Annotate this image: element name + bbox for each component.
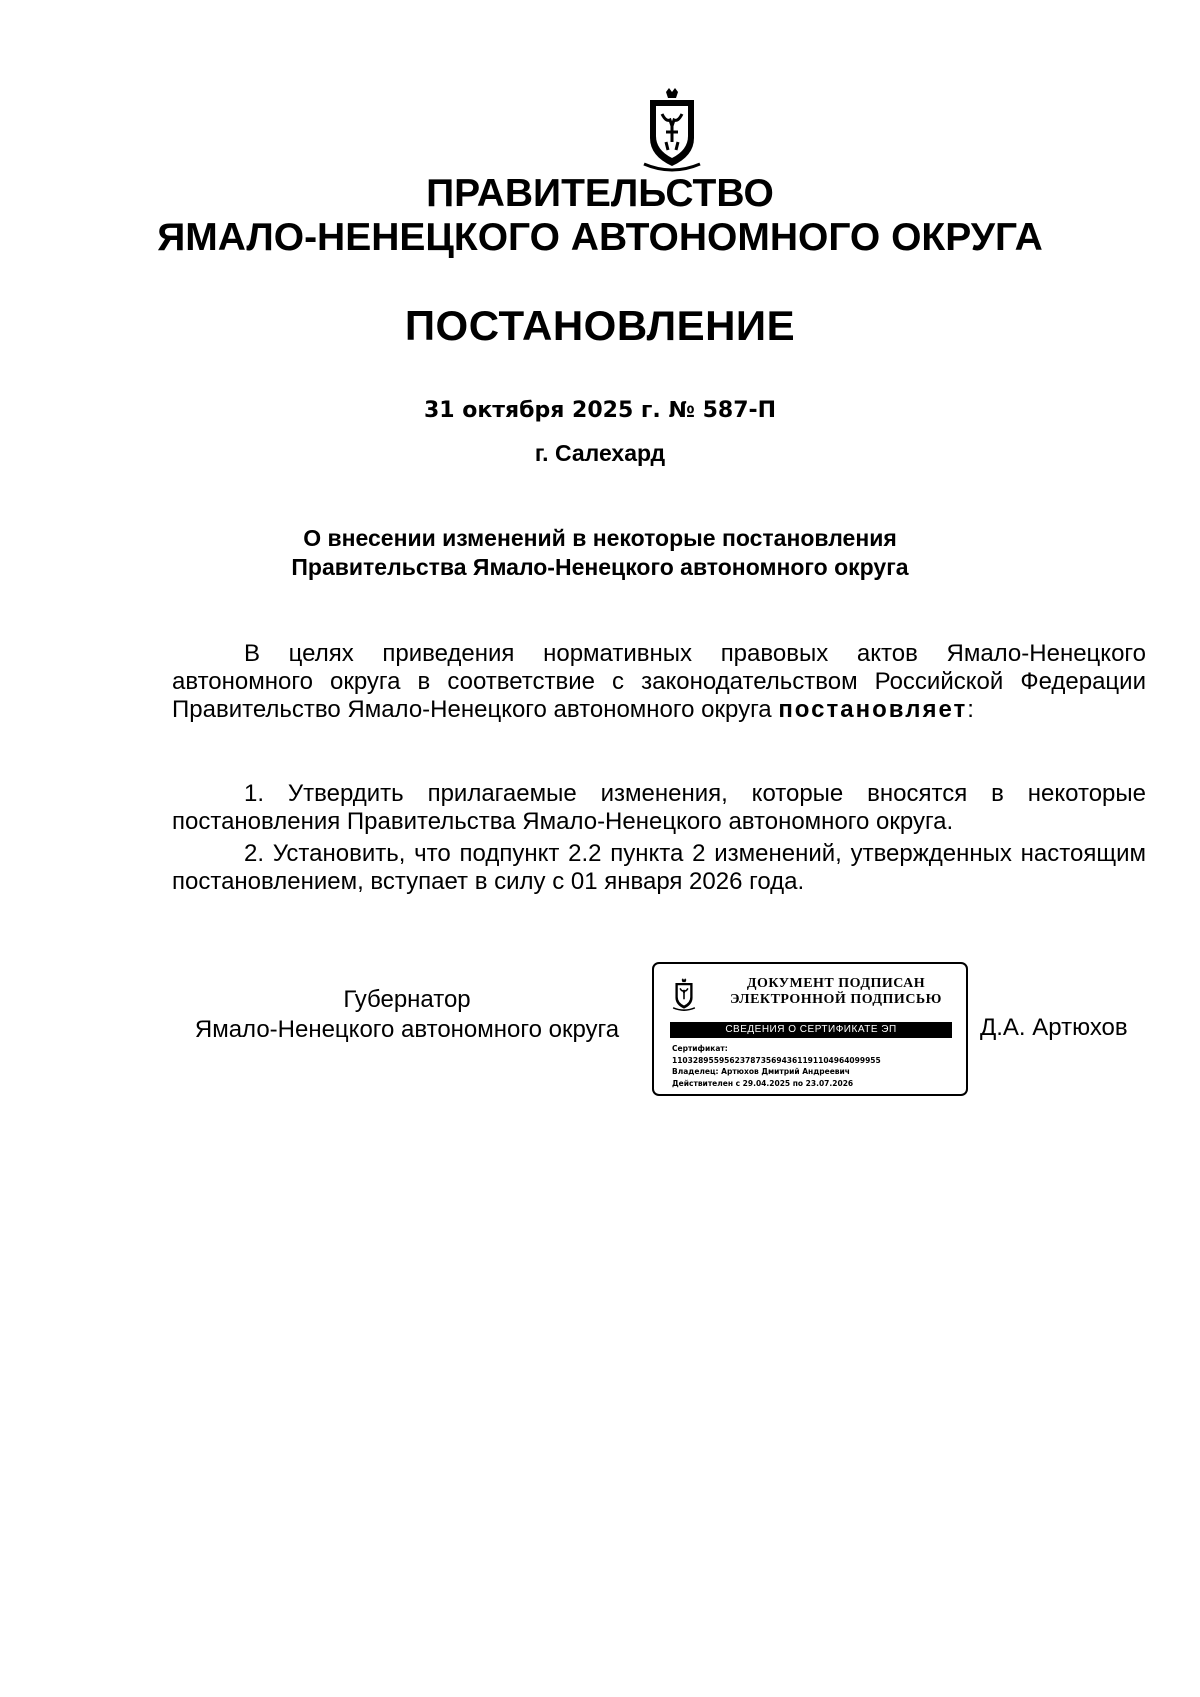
item-1: 1. Утвердить прилагаемые изменения, которые вносятся в некоторые постановления Правительства Ямало-Ненецкого автономного округа. [172,780,1146,835]
stamp-cert-label: Сертификат: [672,1044,728,1053]
stamp-details [672,1043,881,1089]
item-2: 2. Установить, что подпункт 2.2 пункта 2 изменений, утвержденных настоящим постановлением, вступает в силу с 01 января 2026 года. [172,840,1146,895]
preamble-text: В целях приведения нормативных правовых актов Ямало-Ненецкого автономного округа в соответствие с законодательством Российской Федерации Правительство Ямало-Ненецкого автономного округа [172,640,1146,723]
decree-word: постановляет [778,696,968,723]
stamp-title [716,976,956,1008]
date-and-number: 31 октября 2025 г. № 587-П [423,398,777,423]
decree-colon: : [967,696,974,723]
item-1-paragraph [172,780,1146,836]
stamp-valid: Действителен с 29.04.2025 по 23.07.2026 [672,1078,854,1088]
coat-of-arms-emblem [636,86,708,176]
signatory-position [172,985,642,1045]
stamp-emblem-icon [670,976,698,1014]
org-line-1: ПРАВИТЕЛЬСТВО [426,172,774,215]
organization-name [0,172,1200,260]
electronic-signature-stamp [652,962,968,1096]
subject-line-2: Правительства Ямало-Ненецкого автономного округа [291,554,909,580]
org-line-2: ЯМАЛО-НЕНЕЦКОГО АВТОНОМНОГО ОКРУГА [157,216,1043,259]
stamp-certificate-bar: СВЕДЕНИЯ О СЕРТИФИКАТЕ ЭП [670,1022,952,1038]
stamp-title-line-2: ЭЛЕКТРОННОЙ ПОДПИСЬЮ [730,992,942,1007]
position-line-1: Губернатор [343,986,471,1013]
position-line-2: Ямало-Ненецкого автономного округа [194,1016,620,1043]
subject-line-1: О внесении изменений в некоторые постановления [303,525,897,551]
city: г. Салехард [534,440,666,466]
item-2-paragraph [172,840,1146,896]
stamp-owner: Владелец: Артюхов Дмитрий Андреевич [672,1067,850,1076]
stamp-cert-number: 1103289559562378735694361191104964099955 [672,1055,881,1065]
stamp-title-line-1: ДОКУМЕНТ ПОДПИСАН [746,976,926,991]
document-type: ПОСТАНОВЛЕНИЕ [404,302,796,349]
signatory-name: Д.А. Артюхов [980,1014,1128,1041]
document-subject [0,524,1200,582]
preamble-paragraph [172,640,1146,724]
